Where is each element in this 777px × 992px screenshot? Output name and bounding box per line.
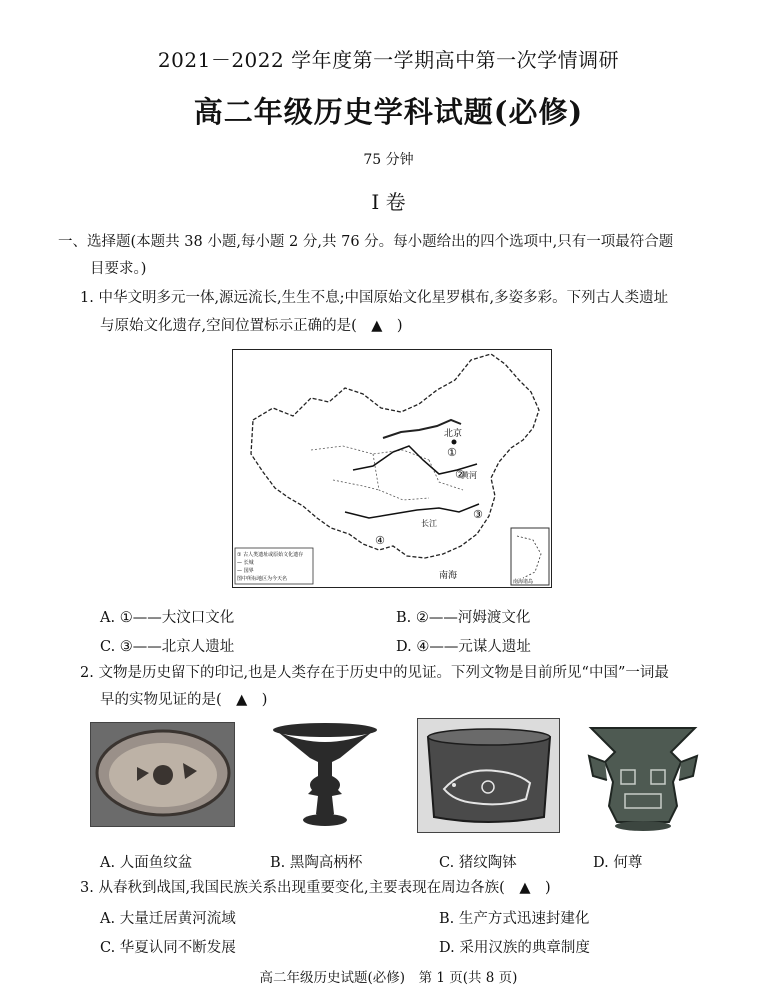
artifact-pig-bowl-image	[417, 718, 560, 833]
q2-option-d[interactable]: D. 何尊	[593, 855, 643, 871]
china-map	[232, 349, 552, 588]
beijing-label: 北京	[444, 429, 463, 439]
yangtze-river	[345, 504, 479, 518]
page-footer: 高二年级历史试题(必修) 第 1 页(共 8 页)	[259, 970, 518, 986]
marker-1: ①	[447, 446, 457, 459]
exam-title: 2021－2022 学年度第一学期高中第一次学情调研	[157, 48, 620, 72]
marker-3: ③	[473, 508, 483, 521]
q3-option-a[interactable]: A. 大量迁居黄河流域	[100, 911, 236, 927]
exam-duration: 75 分钟	[363, 152, 414, 168]
q3-option-b[interactable]: B. 生产方式迅速封建化	[439, 911, 590, 927]
artifact-he-zun-image	[585, 722, 701, 832]
section-heading-line2: 目要求。)	[90, 261, 147, 277]
country-border	[251, 354, 539, 558]
beijing-dot	[452, 440, 457, 445]
cup-body	[278, 732, 372, 817]
q2-stem-line2: 早的实物见证的是( ▲ )	[100, 692, 268, 708]
q2-option-c[interactable]: C. 猪纹陶钵	[439, 855, 517, 871]
south-sea-inset	[511, 528, 549, 585]
q1-stem-line2: 与原始文化遗存,空间位置标示正确的是( ▲ )	[100, 318, 403, 334]
q1-option-c[interactable]: C. ③——北京人遗址	[100, 639, 235, 655]
artifact-black-pottery-image	[272, 722, 378, 828]
yellow-river-label: 黄河	[461, 471, 477, 480]
map-legend	[235, 548, 313, 584]
south-sea-label: 南海	[439, 571, 458, 581]
inset-label: 南海诸岛	[513, 579, 534, 585]
q1-stem-line1: 1. 中华文明多元一体,源远流长,生生不息;中国原始文化星罗棋布,多姿多彩。下列古人类遗址	[80, 290, 669, 306]
q2-stem-line1: 2. 文物是历史留下的印记,也是人类存在于历史中的见证。下列文物是目前所见“中国”一词最	[80, 665, 669, 681]
section-heading-line1: 一、选择题(本题共 38 小题,每小题 2 分,共 76 分。每小题给出的四个选项中,只有一项最符合题	[58, 234, 674, 250]
q2-option-b[interactable]: B. 黑陶高柄杯	[270, 855, 363, 871]
human-face-motif	[153, 765, 173, 785]
legend-item-4: 图中所标地区为今天名	[237, 576, 288, 582]
q1-option-d[interactable]: D. ④——元谋人遗址	[396, 639, 531, 655]
legend-item-3: — 国界	[237, 568, 254, 574]
legend-item-2: — 长城	[237, 560, 254, 566]
legend-item-1: ① 古人类遗址或原始文化遗存	[237, 552, 304, 558]
yangtze-label: 长江	[421, 519, 437, 528]
artifact-fish-bowl-image	[90, 722, 235, 827]
q1-option-b[interactable]: B. ②——河姆渡文化	[396, 610, 531, 626]
marker-2: ②	[455, 468, 465, 481]
q3-option-c[interactable]: C. 华夏认同不断发展	[100, 940, 236, 956]
subject-title: 高二年级历史学科试题(必修)	[193, 95, 584, 129]
marker-4: ④	[375, 534, 385, 547]
q2-option-a[interactable]: A. 人面鱼纹盆	[100, 855, 193, 871]
q1-option-a[interactable]: A. ①——大汶口文化	[100, 610, 235, 626]
volume-label: I 卷	[371, 190, 406, 214]
china-map-drawing	[233, 350, 551, 587]
q3-stem: 3. 从春秋到战国,我国民族关系出现重要变化,主要表现在周边各族( ▲ )	[80, 880, 551, 896]
q3-option-d[interactable]: D. 采用汉族的典章制度	[439, 940, 590, 956]
